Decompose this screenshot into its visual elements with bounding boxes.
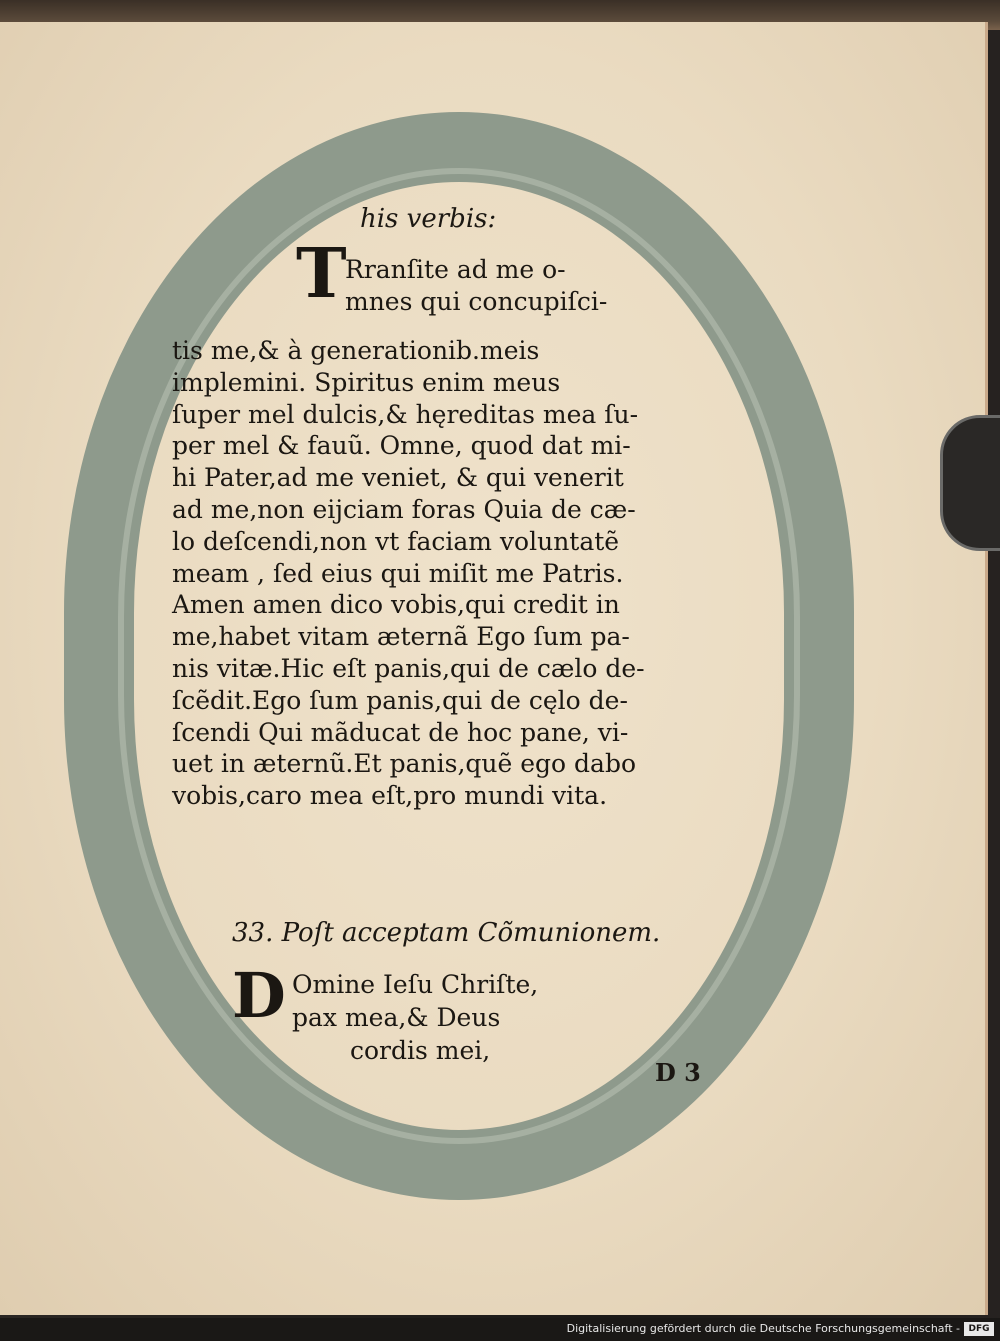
page-clip: [940, 415, 1000, 551]
text-line: Rranſite ad me o-: [345, 255, 566, 284]
text-line: vobis,caro mea eſt,pro mundi vita.: [172, 781, 608, 811]
dfg-logo: DFG: [964, 1322, 994, 1336]
text-line: Omine Ieſu Chriſte,: [292, 970, 539, 999]
text-line: uet in æternũ.Et panis,quẽ ego dabo: [172, 749, 637, 779]
text-line: ſuper mel dulcis,& hęreditas mea ſu-: [172, 399, 639, 429]
text-line: nis vitæ.Hic eſt panis,qui de cælo de-: [172, 653, 645, 683]
body-text: [172, 335, 752, 812]
first-lines: [345, 254, 745, 318]
signature-mark: D 3: [655, 1058, 701, 1087]
text-line: pax mea,& Deus: [292, 1003, 501, 1032]
text-line: ſcendi Qui mãducat de hoc pane, vi-: [172, 717, 629, 747]
prayer-text: [292, 968, 538, 1067]
text-line: mnes qui concupiſci-: [345, 286, 608, 316]
text-line: implemini. Spiritus enim meus: [172, 367, 561, 397]
text-line: lo deſcendi,non vt faciam voluntatẽ: [172, 526, 620, 556]
drop-initial-t: T: [296, 234, 347, 314]
text-line: Amen amen dico vobis,qui credit in: [172, 590, 620, 620]
text-line: ſcẽdit.Ego ſum panis,qui de cęlo de-: [172, 685, 628, 715]
text-line: cordis mei,: [350, 1036, 491, 1065]
text-line: tis me,& à generationib.meis: [172, 336, 540, 365]
text-line: me,habet vitam æternã Ego ſum pa-: [172, 622, 630, 652]
text-line: hi Pater,ad me veniet, & qui venerit: [172, 463, 624, 493]
page-heading: his verbis:: [360, 204, 497, 234]
digitization-credit: Digitalisierung gefördert durch die Deutsche Forschungsgemeinschaft -: [566, 1322, 960, 1335]
drop-initial-d: D: [232, 959, 286, 1032]
text-line: ad me,non eijciam foras Quia de cæ-: [172, 494, 636, 524]
section-heading: 33. Poſt acceptam Cõmunionem.: [232, 918, 661, 948]
text-line: per mel & fauũ. Omne, quod dat mi-: [172, 431, 631, 461]
text-line: meam , ſed eius qui miſit me Patris.: [172, 558, 624, 588]
